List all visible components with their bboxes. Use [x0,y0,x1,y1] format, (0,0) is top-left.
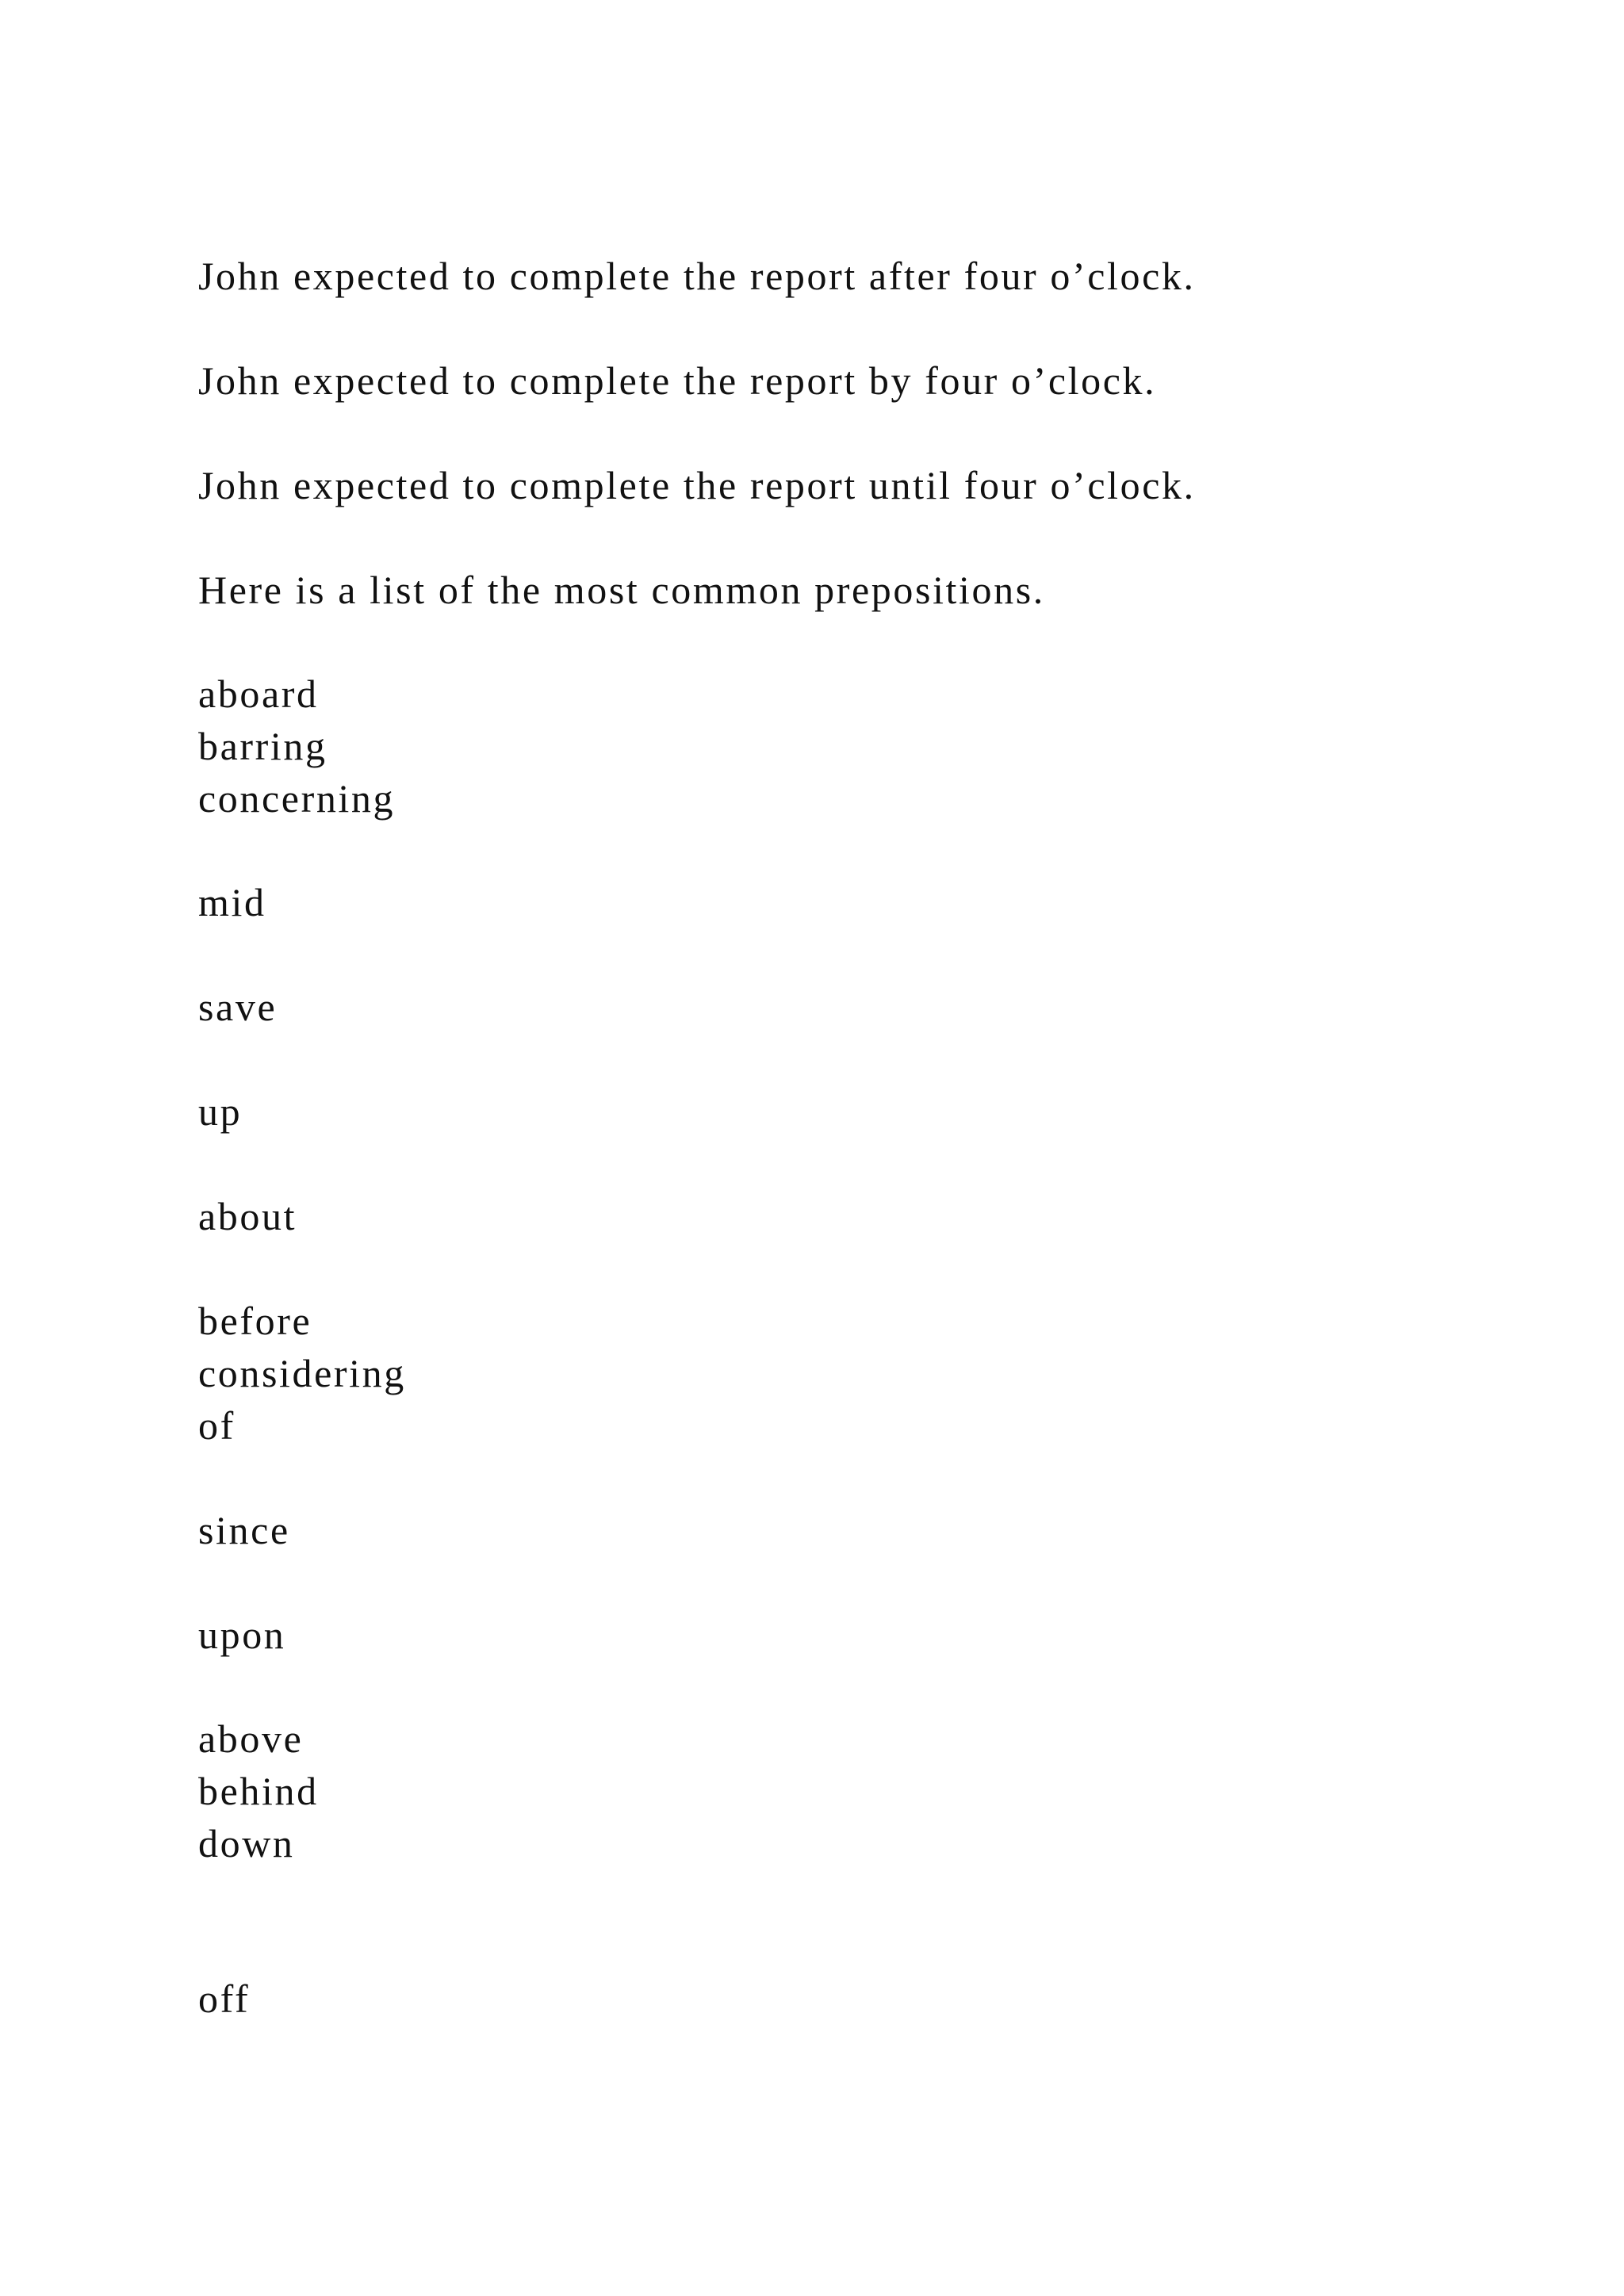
preposition-item: behind [198,1769,319,1813]
list-intro: Here is a list of the most common prepositions. [198,568,1045,612]
preposition-item: of [198,1403,236,1448]
preposition-item: about [198,1194,297,1238]
preposition-item: off [198,1976,251,2021]
preposition-item: mid [198,880,266,924]
example-sentence-after: John expected to complete the report after four o’clock. [198,254,1196,298]
preposition-item: before [198,1299,312,1343]
preposition-item: aboard [198,672,319,716]
preposition-item: considering [198,1351,406,1395]
preposition-item: save [198,985,278,1029]
preposition-item: above [198,1716,304,1761]
preposition-item: concerning [198,776,396,821]
preposition-item: down [198,1821,295,1866]
preposition-item: up [198,1089,243,1134]
example-sentence-until: John expected to complete the report until four o’clock. [198,463,1196,507]
preposition-item: upon [198,1613,286,1657]
preposition-item: barring [198,724,327,768]
example-sentence-by: John expected to complete the report by four o’clock. [198,358,1157,403]
preposition-item: since [198,1508,290,1552]
